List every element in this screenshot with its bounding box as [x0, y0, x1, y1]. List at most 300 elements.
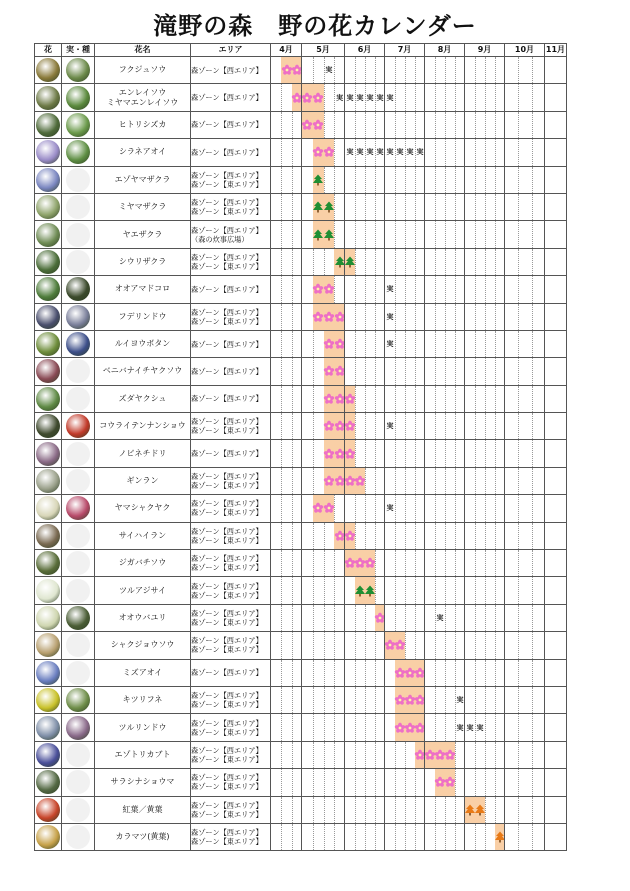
month-cell — [425, 276, 465, 303]
area-label: 森ゾーン【西エリア】 — [191, 554, 263, 564]
week-divider — [435, 495, 436, 521]
week-divider — [495, 660, 496, 686]
week-divider — [365, 413, 366, 439]
month-cell — [271, 57, 302, 84]
week-divider — [415, 440, 416, 466]
month-cell — [385, 686, 425, 713]
blossom-icon — [394, 639, 406, 651]
month-cell — [505, 440, 545, 467]
week-divider — [313, 249, 314, 275]
month-cell — [385, 385, 425, 412]
week-divider — [485, 577, 486, 603]
week-divider — [495, 112, 496, 138]
week-divider — [365, 714, 366, 740]
week-divider — [495, 249, 496, 275]
area-label: 森ゾーン【西エリア】 — [191, 147, 263, 157]
area-label: 森ゾーン【西エリア】 — [191, 800, 263, 810]
week-divider — [375, 112, 376, 138]
area-label: （森の炊事広場） — [191, 234, 249, 244]
week-divider — [532, 249, 533, 275]
week-divider — [475, 139, 476, 165]
week-divider — [518, 139, 519, 165]
month-cell — [465, 385, 505, 412]
week-divider — [445, 194, 446, 220]
month-cell — [425, 248, 465, 275]
week-divider — [395, 276, 396, 302]
week-divider — [324, 249, 325, 275]
week-divider — [415, 769, 416, 795]
week-divider — [532, 660, 533, 686]
fruit-photo-cell — [62, 550, 95, 577]
week-divider — [435, 221, 436, 247]
area-cell — [191, 330, 271, 357]
table-row — [35, 111, 567, 138]
week-divider — [355, 276, 356, 302]
week-divider — [395, 523, 396, 549]
week-divider — [445, 824, 446, 850]
week-divider — [435, 139, 436, 165]
table-row — [35, 604, 567, 631]
week-divider — [365, 167, 366, 193]
week-divider — [455, 84, 456, 110]
week-divider — [395, 440, 396, 466]
month-cell — [345, 550, 385, 577]
area-label: 森ゾーン【西エリア】 — [191, 394, 263, 404]
week-divider — [495, 605, 496, 631]
month-cell — [505, 330, 545, 357]
header-month: 7月 — [385, 44, 425, 57]
fruit-photo — [66, 305, 90, 329]
week-divider — [485, 769, 486, 795]
week-divider — [485, 523, 486, 549]
month-cell — [425, 440, 465, 467]
week-divider — [435, 824, 436, 850]
week-divider — [455, 440, 456, 466]
week-divider — [313, 660, 314, 686]
month-cell — [505, 495, 545, 522]
week-divider — [532, 769, 533, 795]
month-cell — [425, 604, 465, 631]
fruit-photo — [66, 551, 90, 575]
month-cell — [505, 714, 545, 741]
week-divider — [518, 769, 519, 795]
fruit-photo — [66, 496, 90, 520]
month-cell — [302, 550, 345, 577]
week-divider — [281, 304, 282, 330]
area-label: 森ゾーン【西エリア】 — [191, 718, 263, 728]
blossom-icon — [312, 119, 324, 131]
week-divider — [445, 797, 446, 823]
area-label: 森ゾーン【東エリア】 — [191, 727, 263, 737]
month-cell — [545, 276, 567, 303]
fruit-photo-cell — [62, 686, 95, 713]
flower-photo — [36, 551, 60, 575]
week-divider — [518, 824, 519, 850]
week-divider — [415, 84, 416, 110]
month-cell — [345, 823, 385, 850]
month-cell — [465, 550, 505, 577]
flower-photo-cell — [35, 604, 62, 631]
week-divider — [405, 112, 406, 138]
flower-photo — [36, 359, 60, 383]
month-cell — [505, 796, 545, 823]
week-divider — [518, 112, 519, 138]
week-divider — [313, 742, 314, 768]
week-divider — [405, 167, 406, 193]
week-divider — [435, 440, 436, 466]
table-row — [35, 769, 567, 796]
flower-photo — [36, 250, 60, 274]
fruit-photo-cell — [62, 413, 95, 440]
week-divider — [532, 495, 533, 521]
week-divider — [485, 742, 486, 768]
week-divider — [365, 57, 366, 83]
month-cell — [385, 166, 425, 193]
week-divider — [395, 112, 396, 138]
week-divider — [445, 605, 446, 631]
flower-name: ジガバチソウ — [118, 558, 167, 568]
area-label: 森ゾーン【東エリア】 — [191, 207, 263, 217]
month-cell — [385, 303, 425, 330]
week-divider — [281, 660, 282, 686]
week-divider — [324, 687, 325, 713]
blossom-icon — [334, 365, 345, 377]
area-cell — [191, 413, 271, 440]
week-divider — [405, 221, 406, 247]
area-label: 森ゾーン【東エリア】 — [191, 179, 263, 189]
week-divider — [495, 276, 496, 302]
flower-name: サイハイラン — [118, 530, 167, 540]
area-cell — [191, 604, 271, 631]
week-divider — [518, 358, 519, 384]
week-divider — [445, 714, 446, 740]
week-divider — [495, 742, 496, 768]
header-month: 11月 — [545, 44, 567, 57]
month-cell — [425, 577, 465, 604]
week-divider — [475, 769, 476, 795]
week-divider — [334, 84, 335, 110]
month-cell — [425, 193, 465, 220]
week-divider — [518, 468, 519, 494]
area-cell — [191, 823, 271, 850]
flower-name: シャクジョウソウ — [110, 640, 175, 650]
week-divider — [518, 687, 519, 713]
month-cell — [345, 440, 385, 467]
blossom-icon — [345, 420, 357, 432]
month-cell — [465, 714, 505, 741]
tree-icon — [364, 585, 376, 597]
month-cell — [345, 139, 385, 166]
autumn-tree-icon — [474, 804, 486, 816]
fruit-mark: 実 — [466, 723, 474, 732]
week-divider — [475, 358, 476, 384]
area-label: 森ゾーン【東エリア】 — [191, 754, 263, 764]
flower-photo — [36, 58, 60, 82]
week-divider — [475, 57, 476, 83]
week-divider — [365, 358, 366, 384]
week-divider — [532, 194, 533, 220]
flower-photo — [36, 496, 60, 520]
fruit-photo-cell — [62, 193, 95, 220]
week-divider — [485, 276, 486, 302]
week-divider — [395, 577, 396, 603]
header-month: 10月 — [505, 44, 545, 57]
week-divider — [532, 221, 533, 247]
flower-name: エゾヤマザクラ — [114, 174, 171, 184]
week-divider — [518, 167, 519, 193]
month-cell — [545, 550, 567, 577]
week-divider — [292, 605, 293, 631]
blossom-icon — [414, 749, 425, 761]
week-divider — [518, 249, 519, 275]
blossom-icon — [334, 475, 345, 487]
week-divider — [292, 112, 293, 138]
week-divider — [324, 797, 325, 823]
week-divider — [405, 495, 406, 521]
flower-photo — [36, 524, 60, 548]
fruit-photo-cell — [62, 276, 95, 303]
week-divider — [532, 797, 533, 823]
month-cell — [545, 823, 567, 850]
week-divider — [355, 797, 356, 823]
week-divider — [415, 577, 416, 603]
week-divider — [495, 139, 496, 165]
week-divider — [334, 57, 335, 83]
week-divider — [445, 358, 446, 384]
flower-photo — [36, 825, 60, 849]
month-cell — [425, 303, 465, 330]
area-label: 森ゾーン【東エリア】 — [191, 563, 263, 573]
week-divider — [495, 413, 496, 439]
week-divider — [292, 742, 293, 768]
flower-photo — [36, 770, 60, 794]
week-divider — [415, 57, 416, 83]
week-divider — [415, 276, 416, 302]
month-cell — [385, 193, 425, 220]
week-divider — [415, 249, 416, 275]
week-divider — [292, 249, 293, 275]
week-divider — [475, 276, 476, 302]
flower-photo-cell — [35, 84, 62, 111]
month-cell — [271, 604, 302, 631]
week-divider — [495, 57, 496, 83]
fruit-mark: 実 — [456, 723, 464, 732]
month-cell — [385, 413, 425, 440]
fruit-photo-cell — [62, 303, 95, 330]
header-month: 5月 — [302, 44, 345, 57]
week-divider — [532, 714, 533, 740]
month-cell — [465, 358, 505, 385]
month-cell — [425, 522, 465, 549]
week-divider — [324, 605, 325, 631]
month-cell — [271, 330, 302, 357]
week-divider — [281, 632, 282, 658]
table-row — [35, 659, 567, 686]
week-divider — [415, 386, 416, 412]
fruit-mark: 実 — [346, 93, 354, 102]
flower-name-cell — [95, 440, 191, 467]
flower-photo-cell — [35, 714, 62, 741]
week-divider — [375, 742, 376, 768]
flower-calendar-table — [34, 43, 567, 851]
week-divider — [334, 742, 335, 768]
week-divider — [455, 194, 456, 220]
week-divider — [405, 440, 406, 466]
week-divider — [475, 687, 476, 713]
month-cell — [465, 111, 505, 138]
month-cell — [302, 111, 345, 138]
week-divider — [292, 221, 293, 247]
area-label: 森ゾーン【西エリア】 — [191, 472, 263, 482]
week-divider — [365, 824, 366, 850]
month-cell — [302, 221, 345, 248]
week-divider — [313, 605, 314, 631]
flower-name: ツルリンドウ — [118, 722, 167, 732]
week-divider — [445, 632, 446, 658]
week-divider — [455, 139, 456, 165]
flower-photo — [36, 798, 60, 822]
week-divider — [435, 276, 436, 302]
table-row — [35, 221, 567, 248]
month-cell — [302, 139, 345, 166]
flower-photo-cell — [35, 193, 62, 220]
month-cell — [505, 221, 545, 248]
month-cell — [545, 303, 567, 330]
month-cell — [545, 166, 567, 193]
week-divider — [455, 632, 456, 658]
fruit-mark: 実 — [386, 285, 394, 294]
month-cell — [345, 686, 385, 713]
week-divider — [485, 249, 486, 275]
fruit-photo-cell — [62, 741, 95, 768]
week-divider — [313, 468, 314, 494]
table-row — [35, 714, 567, 741]
month-cell — [505, 741, 545, 768]
month-cell — [271, 303, 302, 330]
week-divider — [281, 577, 282, 603]
week-divider — [435, 249, 436, 275]
week-divider — [485, 139, 486, 165]
month-cell — [545, 221, 567, 248]
week-divider — [518, 495, 519, 521]
month-cell — [545, 467, 567, 494]
flower-photo-cell — [35, 522, 62, 549]
week-divider — [292, 660, 293, 686]
week-divider — [445, 331, 446, 357]
flower-photo — [36, 113, 60, 137]
week-divider — [405, 57, 406, 83]
month-cell — [505, 577, 545, 604]
month-cell — [385, 84, 425, 111]
week-divider — [455, 797, 456, 823]
month-cell — [271, 741, 302, 768]
blossom-icon — [414, 694, 425, 706]
flower-name: オオウバユリ — [118, 613, 167, 622]
week-divider — [281, 139, 282, 165]
flower-name: エンレイソウ — [118, 87, 167, 97]
month-cell — [505, 659, 545, 686]
week-divider — [532, 304, 533, 330]
month-cell — [425, 358, 465, 385]
week-divider — [281, 358, 282, 384]
month-cell — [345, 166, 385, 193]
tree-icon — [323, 229, 335, 241]
fruit-mark: 実 — [356, 93, 364, 102]
area-label: 森ゾーン【西エリア】 — [191, 668, 263, 678]
area-cell — [191, 111, 271, 138]
week-divider — [518, 714, 519, 740]
area-label: 森ゾーン【西エリア】 — [191, 120, 263, 130]
area-cell — [191, 522, 271, 549]
week-divider — [365, 687, 366, 713]
blossom-icon — [414, 667, 425, 679]
week-divider — [475, 605, 476, 631]
week-divider — [455, 249, 456, 275]
month-cell — [425, 413, 465, 440]
week-divider — [313, 632, 314, 658]
week-divider — [445, 687, 446, 713]
area-cell — [191, 632, 271, 659]
week-divider — [518, 550, 519, 576]
month-cell — [505, 166, 545, 193]
week-divider — [445, 523, 446, 549]
week-divider — [518, 57, 519, 83]
flower-photo — [36, 305, 60, 329]
month-cell — [465, 139, 505, 166]
fruit-mark: 実 — [386, 504, 394, 513]
week-divider — [475, 495, 476, 521]
month-cell — [545, 686, 567, 713]
month-cell — [271, 413, 302, 440]
flower-photo-cell — [35, 686, 62, 713]
week-divider — [475, 221, 476, 247]
fruit-photo — [66, 524, 90, 548]
week-divider — [365, 331, 366, 357]
week-divider — [334, 632, 335, 658]
week-divider — [324, 57, 325, 83]
week-divider — [455, 605, 456, 631]
header-month: 6月 — [345, 44, 385, 57]
fruit-photo — [66, 359, 90, 383]
month-cell — [345, 248, 385, 275]
week-divider — [292, 468, 293, 494]
month-cell — [271, 111, 302, 138]
week-divider — [281, 386, 282, 412]
week-divider — [495, 440, 496, 466]
area-label: 森ゾーン【西エリア】 — [191, 366, 263, 376]
month-cell — [271, 440, 302, 467]
week-divider — [415, 824, 416, 850]
week-divider — [355, 331, 356, 357]
week-divider — [435, 57, 436, 83]
week-divider — [532, 112, 533, 138]
month-cell — [465, 686, 505, 713]
area-cell — [191, 248, 271, 275]
flower-name: シウリザクラ — [118, 256, 167, 266]
week-divider — [495, 550, 496, 576]
flower-name: コウライテンナンショウ — [99, 421, 186, 431]
week-divider — [313, 386, 314, 412]
week-divider — [375, 797, 376, 823]
week-divider — [292, 797, 293, 823]
month-cell — [465, 769, 505, 796]
month-cell — [465, 577, 505, 604]
week-divider — [365, 276, 366, 302]
month-cell — [271, 193, 302, 220]
week-divider — [415, 358, 416, 384]
week-divider — [365, 632, 366, 658]
week-divider — [405, 386, 406, 412]
